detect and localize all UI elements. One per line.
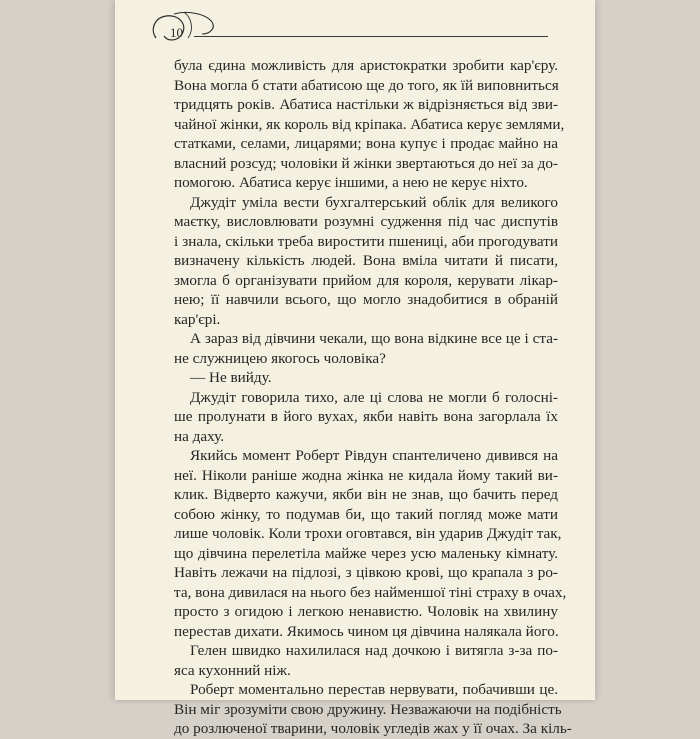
paragraph — [174, 388, 558, 447]
paragraph — [174, 193, 558, 330]
text-line: просто з огидою і легкою ненавистю. Чоловік на хвилину — [174, 603, 558, 620]
text-line: собою жінку, то подумав би, що такий погляд може мати — [174, 505, 558, 523]
text-line: Якийсь момент Роберт Рівдун спантеличено дивився на — [190, 447, 558, 464]
text-line: маєтку, висловлювати розумні судження під час диспутів — [174, 213, 558, 230]
text-line: що дівчина перелетіла майже через усю маленьку кімнату. — [174, 544, 558, 562]
text-line: тридцять років. Абатиса настільки ж відрізняється від зви- — [174, 96, 558, 113]
text-line: статками, селами, лицарями; вона купує і продає майно на — [174, 135, 558, 152]
body-text — [174, 56, 572, 739]
text-line: Гелен швидко нахилилася над дочкою і витягла з-за по- — [190, 642, 558, 659]
text-line: А зараз від дівчини чекали, що вона відкине все це і ста- — [190, 330, 558, 347]
text-line: яса кухонний ніж. — [174, 661, 291, 679]
text-line: нею; її навчили всього, що могло знадобитися в обраній — [174, 291, 558, 308]
text-line: до розлюченої тварини, чоловік угледів жах у її очах. За кіль- — [174, 720, 572, 737]
text-line: — Не вийду. — [190, 369, 272, 386]
page-header — [148, 8, 548, 48]
text-line: чайної жінки, як король від кріпака. Абатиса керує землями, — [174, 115, 565, 133]
text-line: клик. Відверто кажучи, якби він не знав, що бачить перед — [174, 486, 558, 503]
text-line: Вона могла б стати абатисою ще до того, як їй виповниться — [174, 76, 559, 94]
paragraph — [174, 641, 558, 680]
paragraph — [174, 446, 567, 641]
text-line: перестав дихати. Якимось чином ця дівчина налякала його. — [174, 622, 559, 640]
paragraph — [174, 56, 565, 193]
text-line: неї. Ніколи раніше жодна жінка не кидала йому такий ви- — [174, 466, 558, 484]
text-line: Джудіт уміла вести бухгалтерський облік для великого — [190, 193, 558, 211]
paragraph — [174, 329, 558, 368]
text-line: та, вона дивилася на нього без найменшої тіні страху в очах, — [174, 583, 567, 601]
flourish-ornament-icon — [148, 8, 228, 48]
text-line: власний розсуд; чоловіки й жінки звертаються до неї за до- — [174, 154, 558, 172]
text-line: Він міг зрозуміти свою дружину. Незважаючи на подібність — [174, 700, 562, 718]
text-line: Джудіт говорила тихо, але ці слова не могли б голосні- — [190, 388, 558, 406]
text-line: Навіть лежачи на підлозі, з цівкою крові, що крапала з ро- — [174, 564, 558, 581]
text-line: була єдина можливість для аристократки зробити кар'єру. — [174, 57, 558, 74]
header-rule — [194, 36, 548, 37]
text-line: змогла б організувати прийом для короля, керувати лікар- — [174, 271, 558, 289]
text-line: не служницею якогось чоловіка? — [174, 349, 386, 367]
text-line: і знала, скільки треба виростити пшениці, аби прогодувати — [174, 232, 558, 250]
text-line: кар'єрі. — [174, 310, 221, 328]
text-line: визначену кількість людей. Вона вміла читати й писати, — [174, 252, 558, 269]
page-number: 10 — [170, 25, 183, 40]
text-line: Роберт моментально перестав нервувати, побачивши це. — [190, 681, 558, 698]
paragraph — [174, 680, 572, 739]
text-line: на даху. — [174, 427, 225, 445]
text-line: ше пролунати в його вухах, якби навіть вона загорлала їх — [174, 408, 558, 425]
paragraph — [174, 368, 558, 388]
text-line: помогою. Абатиса керує іншими, а нею не керує ніхто. — [174, 174, 528, 191]
text-line: лише чоловік. Коли трохи оговтався, він ударив Джудіт так, — [174, 525, 562, 542]
